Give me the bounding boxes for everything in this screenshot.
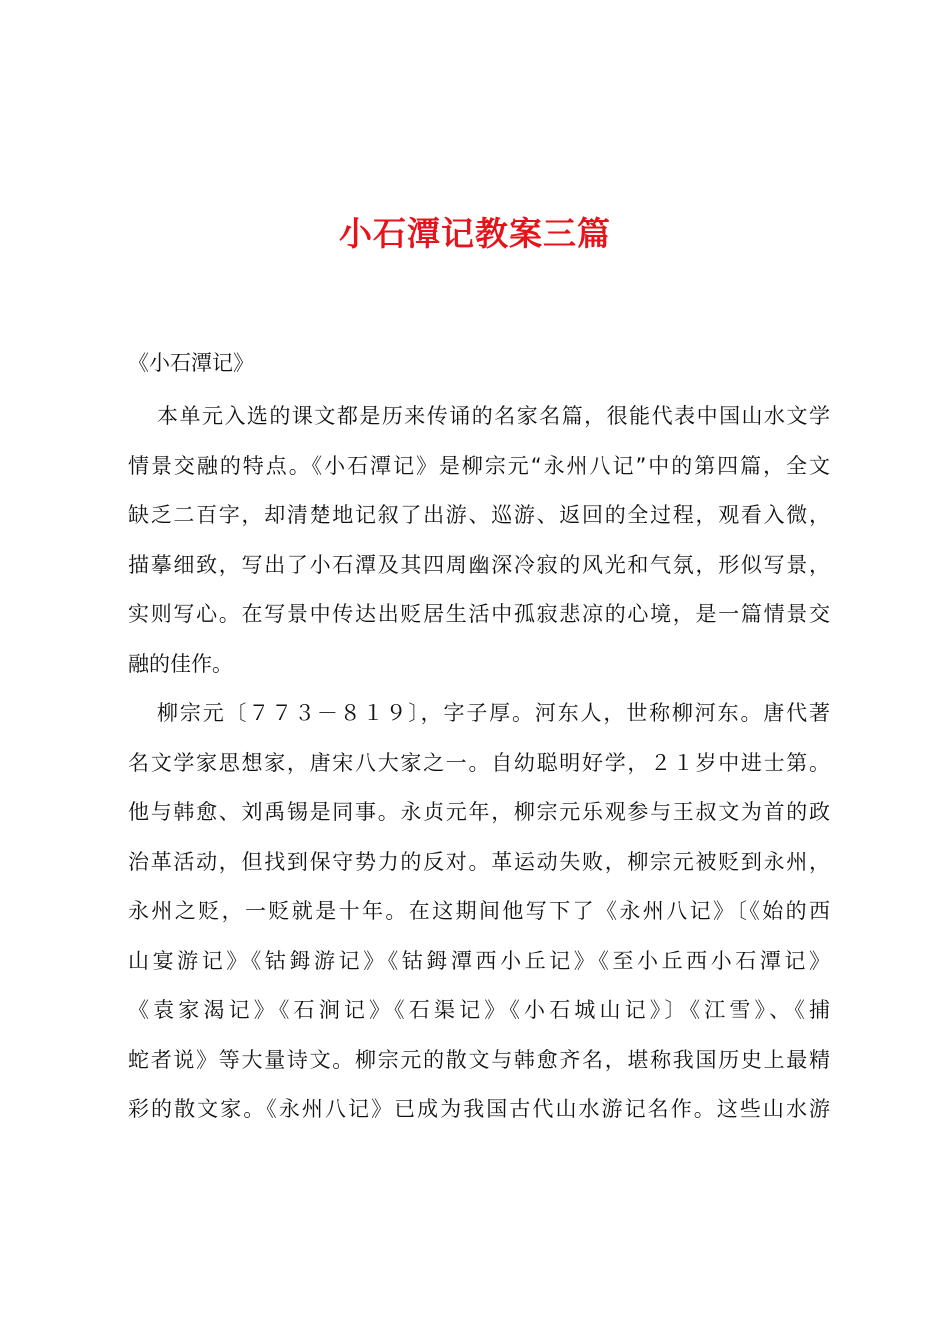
text-line: 治革活动，但找到保守势力的反对。革运动失败，柳宗元被贬到永州，	[128, 849, 830, 874]
text-line: 山宴游记》《钴鉧游记》《钴鉧潭西小丘记》《至小丘西小石潭记》	[128, 948, 830, 973]
text-line: 融的佳作。	[128, 651, 233, 676]
text-line: 永州之贬，一贬就是十年。在这期间他写下了《永州八记》〔《始的西	[128, 899, 830, 923]
text-line: 本单元入选的课文都是历来传诵的名家名篇，很能代表中国山水文学	[157, 404, 830, 428]
text-line: 彩的散文家。《永州八记》已成为我国古代山水游记名作。这些山水游	[128, 1097, 830, 1121]
text-line: 情景交融的特点。《小石潭记》是柳宗元“永州八记”中的第四篇，全文	[128, 453, 830, 478]
paragraph-author-bio	[128, 689, 830, 1135]
text-line: 他与韩愈、刘禹锡是同事。永贞元年，柳宗元乐观参与王叔文为首的政	[128, 800, 830, 824]
text-line: 《袁家渴记》《石涧记》《石渠记》《小石城山记》〕《江雪》、《捕	[128, 998, 830, 1022]
document-title: 小石潭记教案三篇	[339, 214, 611, 253]
text-line: 实则写心。在写景中传达出贬居生活中孤寂悲凉的心境，是一篇情景交	[128, 602, 830, 626]
document-body	[128, 392, 830, 1135]
section-heading: 《小石潭记》	[128, 351, 254, 375]
text-line: 柳宗元〔７７３－８１９〕，字子厚。河东人，世称柳河东。唐代著	[157, 701, 830, 725]
text-line: 缺乏二百字，却清楚地记叙了出游、巡游、返回的全过程，观看入微，	[128, 503, 830, 527]
text-line: 蛇者说》等大量诗文。柳宗元的散文与韩愈齐名，堪称我国历史上最精	[128, 1047, 830, 1072]
text-line: 名文学家思想家，唐宋八大家之一。自幼聪明好学，２１岁中进士第。	[128, 750, 830, 775]
paragraph-intro	[128, 392, 830, 689]
text-line: 描摹细致，写出了小石潭及其四周幽深冷寂的风光和气氛，形似写景，	[128, 552, 830, 577]
